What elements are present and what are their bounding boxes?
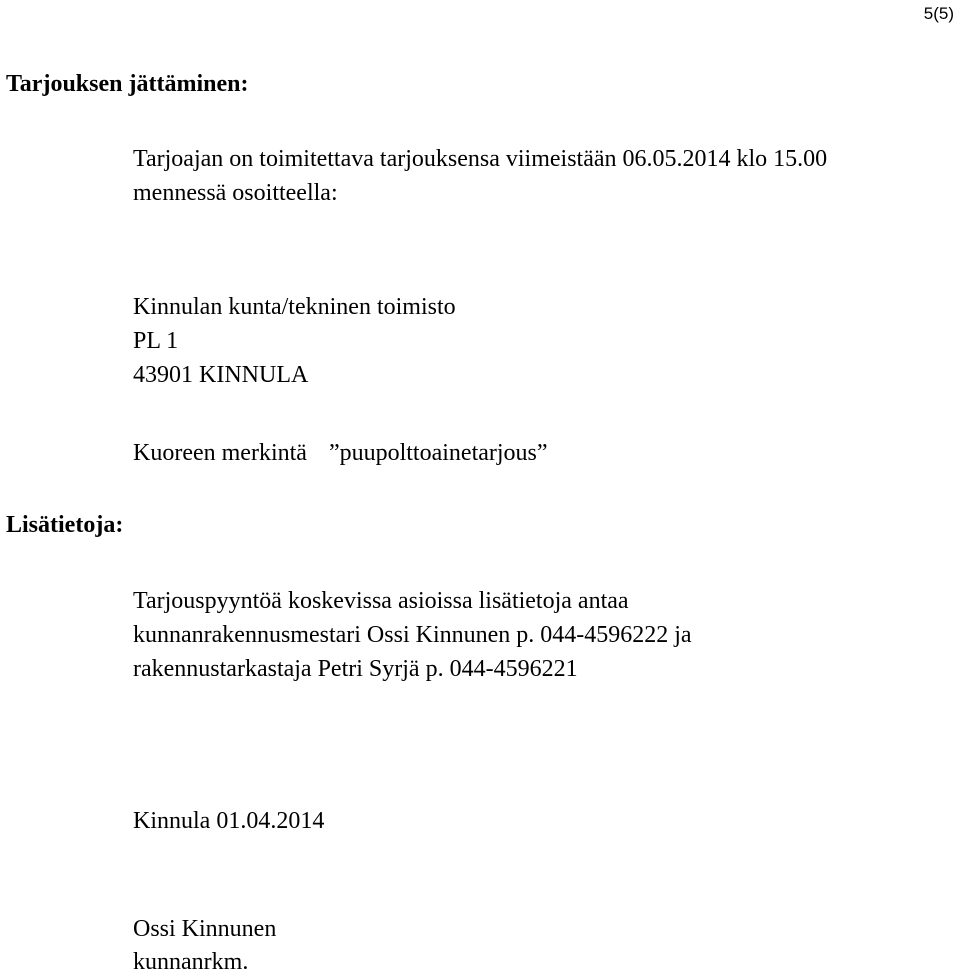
signer-title: kunnanrkm. (133, 949, 249, 975)
submission-intro-line: mennessä osoitteella: (133, 180, 338, 206)
postal-address (133, 290, 456, 392)
envelope-marking-row (133, 436, 548, 470)
address-line: Kinnulan kunta/tekninen toimisto (133, 294, 456, 320)
envelope-marking-label: Kuoreen merkintä (133, 440, 307, 466)
additional-info-heading: Lisätietoja: (6, 512, 124, 538)
submission-intro-line: Tarjoajan on toimitettava tarjouksensa viimeistään 06.05.2014 klo 15.00 (133, 146, 828, 172)
signer-name: Ossi Kinnunen (133, 916, 277, 942)
address-line: PL 1 (133, 328, 179, 354)
additional-info-line: kunnanrakennusmestari Ossi Kinnunen p. 044-4596222 ja (133, 622, 692, 648)
submission-intro (133, 142, 827, 210)
additional-info-line: rakennustarkastaja Petri Syrjä p. 044-4596221 (133, 656, 578, 682)
place-and-date: Kinnula 01.04.2014 (133, 808, 325, 834)
page-number: 5(5) (923, 4, 954, 23)
address-line: 43901 KINNULA (133, 362, 309, 388)
additional-info-line: Tarjouspyyntöä koskevissa asioissa lisätietoja antaa (133, 588, 629, 614)
submission-heading: Tarjouksen jättäminen: (6, 71, 249, 97)
additional-info-text (133, 584, 692, 686)
signature-block (133, 913, 276, 979)
envelope-marking-value: ”puupolttoainetarjous” (328, 440, 548, 466)
